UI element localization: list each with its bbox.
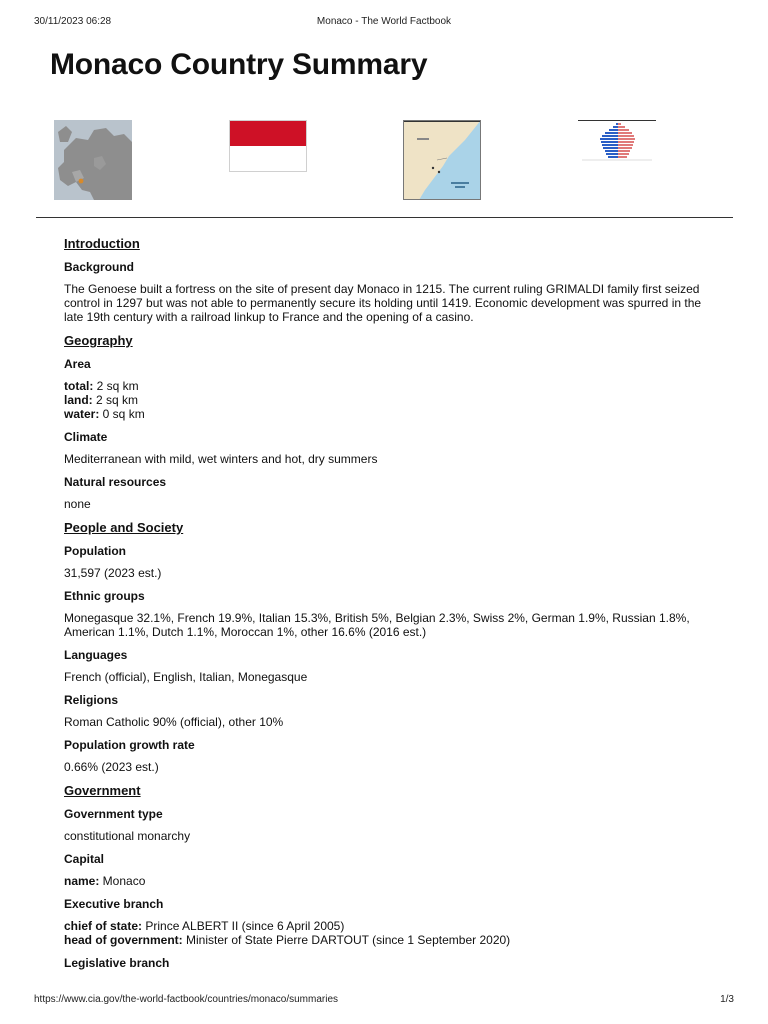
subfield (64, 919, 704, 933)
subfield-value: Prince ALBERT II (since 6 April 2005) (142, 919, 345, 933)
field-title: Ethnic groups (64, 589, 145, 603)
population-pyramid-image[interactable] (578, 120, 656, 164)
field-title: Religions (64, 693, 119, 707)
print-date: 30/11/2023 06:28 (34, 16, 112, 27)
print-footer (34, 994, 734, 1008)
image-strip (0, 118, 768, 204)
field-value: Roman Catholic 90% (official), other 10% (64, 715, 284, 729)
subfield-label: water: (64, 407, 100, 421)
section-geography (64, 333, 704, 511)
page-url[interactable]: https://www.cia.gov/the-world-factbook/countries/monaco/summaries (34, 994, 339, 1005)
section-title[interactable]: People and Society (64, 520, 184, 535)
field-value-area (64, 379, 704, 421)
field-title: Capital (64, 852, 105, 866)
flag-image[interactable] (229, 120, 307, 172)
field-title: Area (64, 357, 91, 371)
field-title: Population growth rate (64, 738, 195, 752)
subfield-label: head of government: (64, 933, 183, 947)
subfield (64, 379, 704, 393)
page-number: 1/3 (720, 994, 734, 1005)
subfield-value: Monaco (99, 874, 146, 888)
field-value: none (64, 497, 91, 511)
field-value: Monegasque 32.1%, French 19.9%, Italian 15.3%, British 5%, Belgian 2.3%, Swiss 2%, German 1.9%, Russian 1.8%, American 1.1%, Dutch 1.1%, Moroccan 1%, other 16.6% (2016 est.) (64, 611, 690, 639)
field-value: French (official), English, Italian, Monegasque (64, 670, 308, 684)
field-title: Climate (64, 430, 108, 444)
subfield-label: name: (64, 874, 100, 888)
subfield (64, 407, 704, 421)
section-government (64, 783, 704, 970)
field-value-executive (64, 919, 704, 947)
section-people-and-society (64, 520, 704, 774)
field-title: Government type (64, 807, 163, 821)
field-title: Population (64, 544, 126, 558)
subfield-value: 2 sq km (92, 393, 139, 407)
section-divider (36, 217, 733, 218)
subfield-label: total: (64, 379, 94, 393)
subfield-label: chief of state: (64, 919, 143, 933)
section-introduction (64, 236, 704, 324)
subfield (64, 393, 704, 407)
field-value: Mediterranean with mild, wet winters and hot, dry summers (64, 452, 378, 466)
subfield-value: 2 sq km (93, 379, 139, 393)
field-title: Legislative branch (64, 956, 170, 970)
print-page-title: Monaco - The World Factbook (316, 16, 452, 27)
subfield-value: Minister of State Pierre DARTOUT (since 1 September 2020) (182, 933, 511, 947)
field-title: Executive branch (64, 897, 164, 911)
country-map-image[interactable] (403, 120, 481, 200)
locator-map-image[interactable] (54, 120, 132, 200)
field-value: constitutional monarchy (64, 829, 191, 843)
summary-content (64, 236, 704, 978)
section-title[interactable]: Geography (64, 333, 133, 348)
field-title: Languages (64, 648, 128, 662)
subfield-label: land: (64, 393, 93, 407)
page-title: Monaco Country Summary (50, 48, 428, 81)
subfield (64, 933, 704, 947)
field-value: The Genoese built a fortress on the site of present day Monaco in 1215. The current ruling GRIMALDI family first seized control in 1297 but was not able to permanently secure its holding until 1419. Economic development was spurred in the late 19th century with a railroad linkup to France and the opening of a casino. (64, 282, 702, 324)
subfield-value: 0 sq km (99, 407, 145, 421)
field-title: Background (64, 260, 135, 274)
field-title: Natural resources (64, 475, 167, 489)
subfield (64, 874, 704, 888)
section-title[interactable]: Government (64, 783, 141, 798)
print-header (34, 16, 734, 30)
field-value: 31,597 (2023 est.) (64, 566, 162, 580)
field-value: 0.66% (2023 est.) (64, 760, 159, 774)
field-value-capital (64, 874, 704, 888)
section-title[interactable]: Introduction (64, 236, 140, 251)
